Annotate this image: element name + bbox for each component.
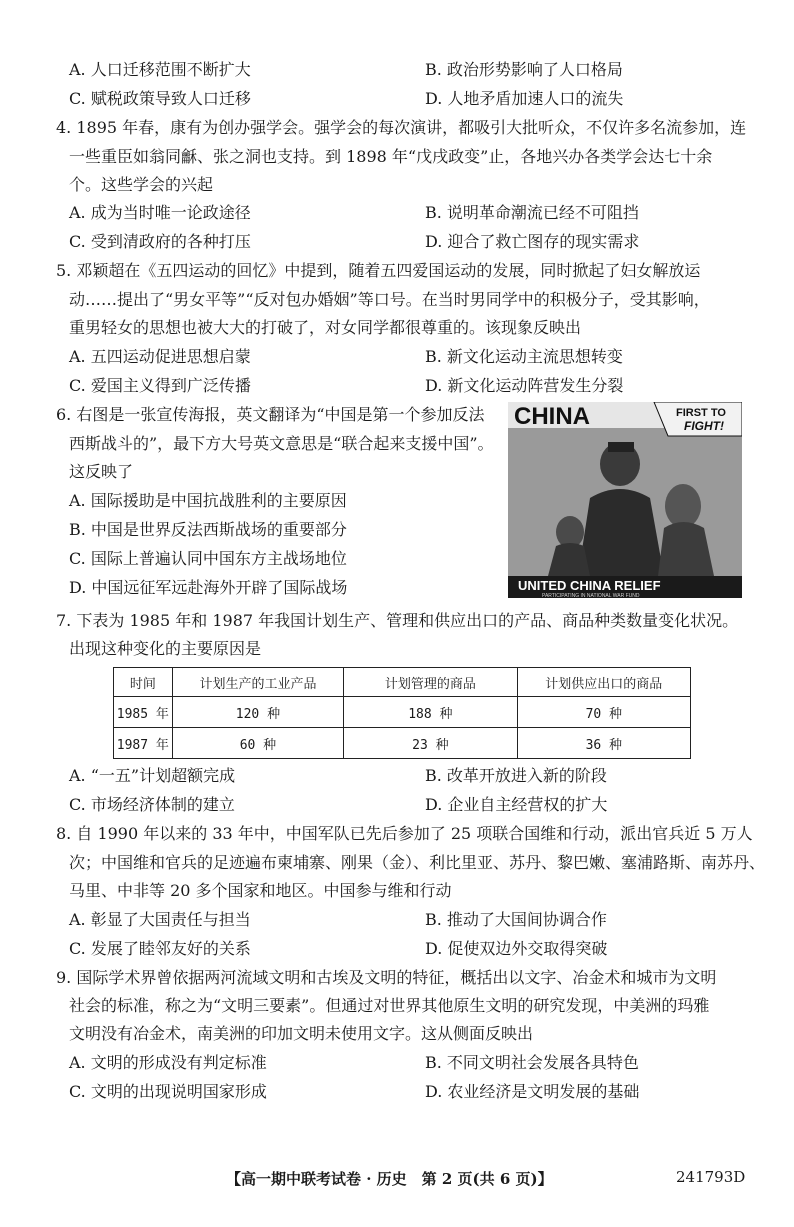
- q8-stem-line-3: 马里、中非等 20 多个国家和地区。中国参与维和行动: [69, 881, 452, 900]
- poster-bottom-subtext: PARTICIPATING IN NATIONAL WAR FUND: [542, 593, 640, 598]
- table-cell: 1987 年: [114, 728, 173, 759]
- q7-option-c: C. 市场经济体制的建立: [69, 795, 235, 814]
- table-cell: 120 种: [172, 697, 343, 728]
- q6-option-b: B. 中国是世界反法西斯战场的重要部分: [69, 520, 347, 539]
- q5-stem-line-2: 动……提出了“男女平等”“反对包办婚姻”等口号。在当时男同学中的积极分子，受其影响，: [69, 290, 710, 309]
- q4-stem-line-3: 个。这些学会的兴起: [69, 175, 214, 194]
- q4-option-b: B. 说明革命潮流已经不可阻挡: [425, 203, 639, 222]
- page-footer-title: 【高一期中联考试卷 · 历史 第 2 页(共 6 页)】: [226, 1170, 553, 1188]
- q5-option-b: B. 新文化运动主流思想转变: [425, 347, 623, 366]
- poster-title-right-2: FIGHT!: [684, 419, 724, 433]
- table-cell: 36 种: [517, 728, 690, 759]
- q4-stem-line-1: 4. 1895 年春，康有为创办强学会。强学会的每次演讲，都吸引大批听众，不仅许多名流参加，连: [56, 118, 747, 137]
- table-cell: 188 种: [344, 697, 517, 728]
- q8-option-b: B. 推动了大国间协调合作: [425, 910, 607, 929]
- table-header-row: [114, 668, 691, 697]
- table-header-cell: 计划生产的工业产品: [172, 668, 343, 697]
- q4-option-d: D. 迎合了救亡图存的现实需求: [425, 232, 640, 251]
- q7-option-a: A. “一五”计划超额完成: [69, 766, 236, 785]
- q9-option-c: C. 文明的出现说明国家形成: [69, 1082, 267, 1101]
- q9-option-d: D. 农业经济是文明发展的基础: [425, 1082, 640, 1101]
- poster-title-right-1: FIRST TO: [676, 407, 726, 419]
- table-cell: 1985 年: [114, 697, 173, 728]
- q7-stem-line-2: 出现这种变化的主要原因是: [69, 639, 262, 658]
- table-cell: 60 种: [172, 728, 343, 759]
- q6-stem-line-3: 这反映了: [69, 462, 134, 481]
- q7-stem-line-1: 7. 下表为 1985 年和 1987 年我国计划生产、管理和供应出口的产品、商品种类数量变化状况。: [56, 611, 739, 630]
- q8-option-c: C. 发展了睦邻友好的关系: [69, 939, 251, 958]
- q4-option-c: C. 受到清政府的各种打压: [69, 232, 251, 251]
- table-cell: 23 种: [344, 728, 517, 759]
- q6-option-c: C. 国际上普遍认同中国东方主战场地位: [69, 549, 347, 568]
- table-row: [114, 728, 691, 759]
- q5-stem-line-3: 重男轻女的思想也被大大的打破了，对女同学都很尊重的。该现象反映出: [69, 318, 582, 337]
- q3-option-c: C. 赋税政策导致人口迁移: [69, 89, 251, 108]
- q9-stem-line-1: 9. 国际学术界曾依据两河流域文明和古埃及文明的特征，概括出以文字、冶金术和城市为文明: [56, 968, 717, 987]
- q8-option-d: D. 促使双边外交取得突破: [425, 939, 608, 958]
- q6-stem-line-1: 6. 右图是一张宣传海报，英文翻译为“中国是第一个参加反法: [56, 405, 485, 424]
- q6-option-d: D. 中国远征军远赴海外开辟了国际战场: [69, 578, 348, 597]
- q8-stem-line-2: 次；中国维和官兵的足迹遍布柬埔寨、刚果（金）、利比里亚、苏丹、黎巴嫩、塞浦路斯、南苏丹、: [69, 853, 766, 872]
- poster-title-left: CHINA: [514, 403, 590, 430]
- q7-option-b: B. 改革开放进入新的阶段: [425, 766, 607, 785]
- propaganda-poster: [508, 402, 742, 598]
- q3-option-b: B. 政治形势影响了人口格局: [425, 60, 623, 79]
- q7-option-d: D. 企业自主经营权的扩大: [425, 795, 608, 814]
- q7-data-table: [113, 667, 691, 759]
- table-row: [114, 697, 691, 728]
- table-header-cell: 时间: [114, 668, 173, 697]
- q5-stem-line-1: 5. 邓颖超在《五四运动的回忆》中提到，随着五四爱国运动的发展，同时掀起了妇女解放运: [56, 261, 701, 280]
- q9-option-b: B. 不同文明社会发展各具特色: [425, 1053, 639, 1072]
- q5-option-c: C. 爱国主义得到广泛传播: [69, 376, 251, 395]
- q3-option-d: D. 人地矛盾加速人口的流失: [425, 89, 624, 108]
- table-header-cell: 计划供应出口的商品: [517, 668, 690, 697]
- q9-stem-line-3: 文明没有冶金术，南美洲的印加文明未使用文字。这从侧面反映出: [69, 1024, 534, 1043]
- q4-stem-line-2: 一些重臣如翁同龢、张之洞也支持。到 1898 年“戊戌政变”止，各地兴办各类学会达七十余: [69, 147, 713, 166]
- table-cell: 70 种: [517, 697, 690, 728]
- table-header-cell: 计划管理的商品: [344, 668, 517, 697]
- q6-stem-line-2: 西斯战斗的”，最下方大号英文意思是“联合起来支援中国”。: [69, 434, 494, 453]
- q8-option-a: A. 彰显了大国责任与担当: [69, 910, 251, 929]
- q9-option-a: A. 文明的形成没有判定标准: [69, 1053, 267, 1072]
- q3-option-a: A. 人口迁移范围不断扩大: [69, 60, 251, 79]
- page-footer-code: 241793D: [676, 1168, 746, 1186]
- q4-option-a: A. 成为当时唯一论政途径: [69, 203, 251, 222]
- q5-option-a: A. 五四运动促进思想启蒙: [69, 347, 251, 366]
- q5-option-d: D. 新文化运动阵营发生分裂: [425, 376, 624, 395]
- q6-option-a: A. 国际援助是中国抗战胜利的主要原因: [69, 491, 347, 510]
- q9-stem-line-2: 社会的标准，称之为“文明三要素”。但通过对世界其他原生文明的研究发现，中美洲的玛雅: [69, 996, 710, 1015]
- q8-stem-line-1: 8. 自 1990 年以来的 33 年中，中国军队已先后参加了 25 项联合国维和行动，派出官兵近 5 万人: [56, 824, 753, 843]
- poster-bottom-banner: UNITED CHINA RELIEF: [518, 578, 661, 593]
